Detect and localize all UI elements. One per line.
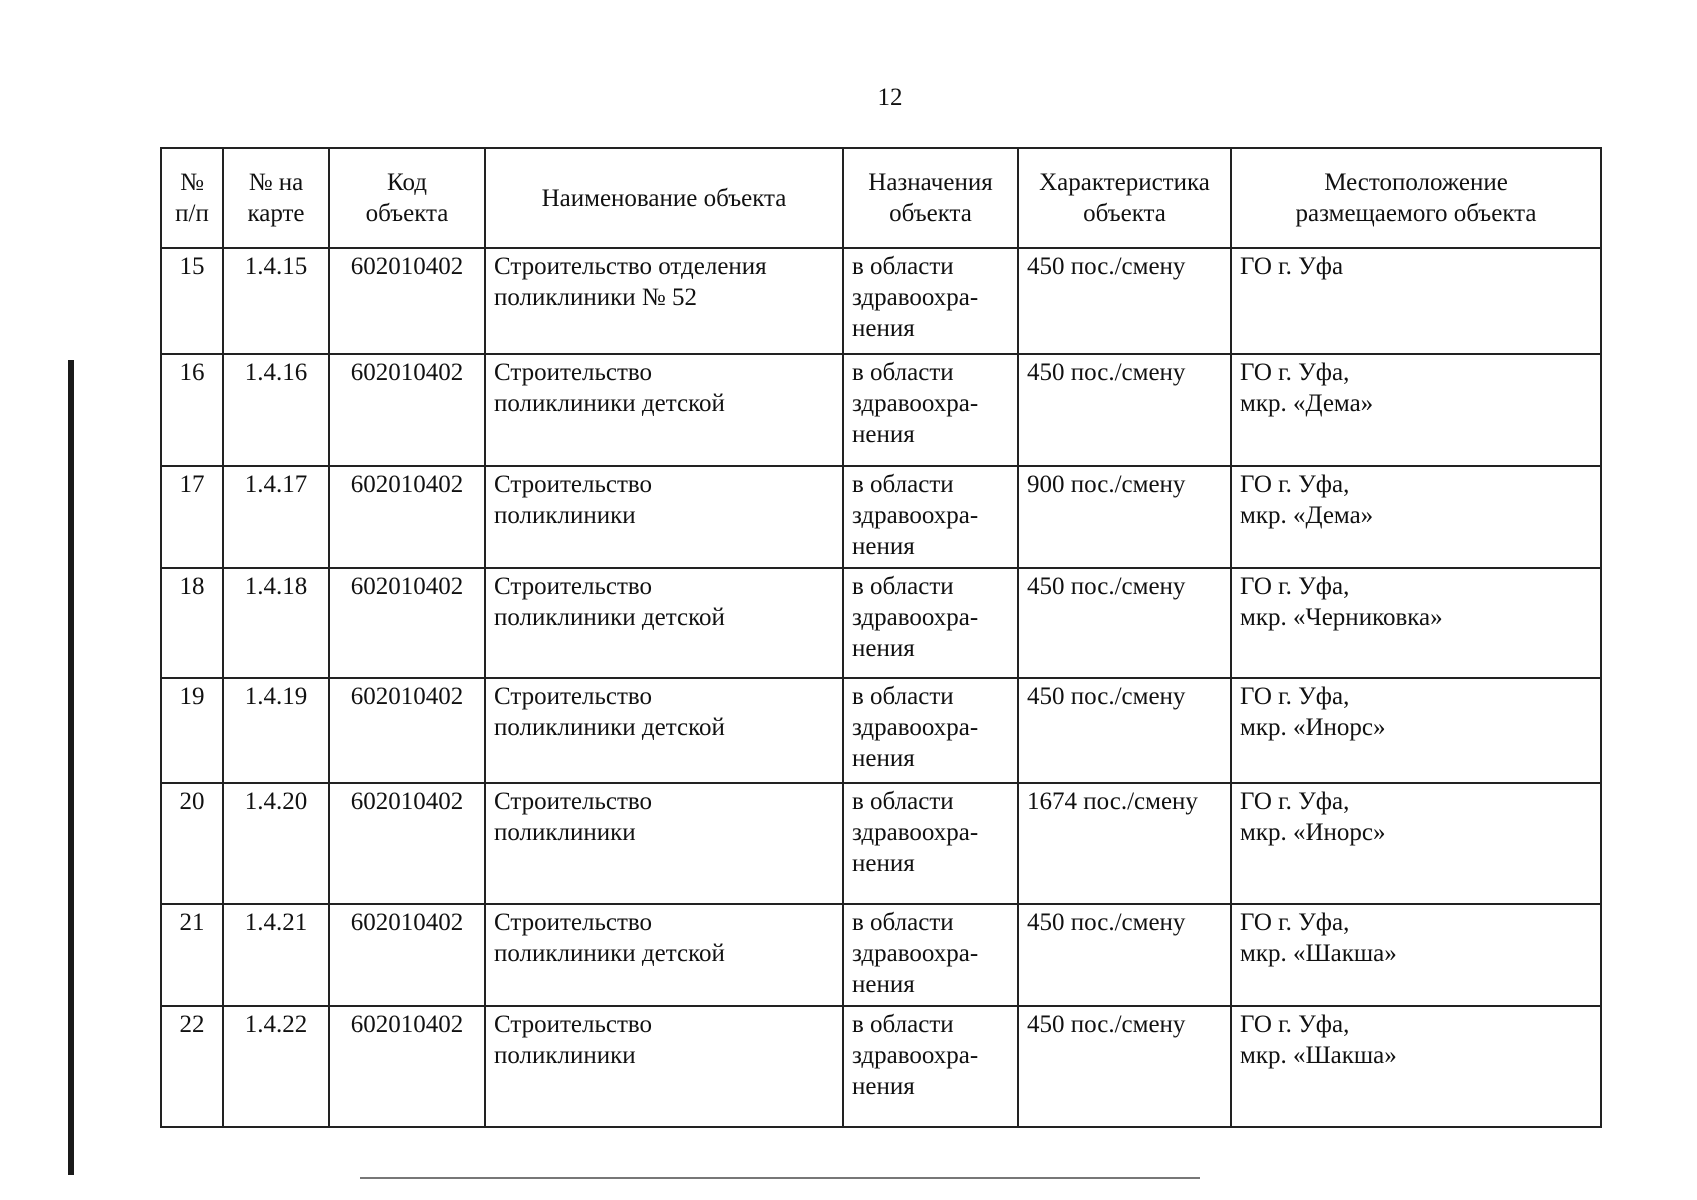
cell-map: 1.4.19 [223, 678, 329, 783]
table-row [161, 248, 1601, 354]
header-map-line: № на [248, 169, 304, 196]
cell-name-line: поликлиники № 52 [494, 284, 698, 311]
cell-name-line: поликлиники [494, 1042, 636, 1069]
cell-purpose [843, 1006, 1018, 1127]
cell-purpose-line: здравоохра- [852, 714, 979, 741]
cell-characteristic: 900 пос./смену [1018, 466, 1231, 568]
cell-location [1231, 354, 1601, 466]
cell-name [485, 568, 843, 678]
cell-purpose-line: нения [852, 533, 915, 560]
cell-purpose-line: здравоохра- [852, 604, 979, 631]
cell-purpose-line: нения [852, 635, 915, 662]
table-row [161, 783, 1601, 904]
cell-code: 602010402 [329, 248, 485, 354]
cell-num: 19 [161, 678, 223, 783]
table-row [161, 568, 1601, 678]
cell-location [1231, 1006, 1601, 1127]
scan-margin-shadow [68, 360, 74, 1175]
cell-purpose-line: нения [852, 315, 915, 342]
cell-purpose [843, 466, 1018, 568]
header-num-line: п/п [175, 200, 209, 227]
cell-purpose-line: нения [852, 745, 915, 772]
header-purpose-line: объекта [889, 200, 972, 227]
cell-location-line: ГО г. Уфа, [1240, 359, 1350, 386]
cell-name-line: поликлиники детской [494, 714, 725, 741]
cell-name [485, 248, 843, 354]
cell-purpose-line: в области [852, 573, 954, 600]
cell-purpose-line: нения [852, 1073, 915, 1100]
table-row [161, 1006, 1601, 1127]
header-map-line: карте [247, 200, 305, 227]
cell-purpose-line: здравоохра- [852, 819, 979, 846]
cell-name [485, 678, 843, 783]
cell-purpose [843, 354, 1018, 466]
cell-code: 602010402 [329, 1006, 485, 1127]
cell-name [485, 1006, 843, 1127]
cell-name-line: Строительство [494, 573, 653, 600]
cell-location [1231, 248, 1601, 354]
cell-location-line: ГО г. Уфа, [1240, 788, 1350, 815]
cell-location-line: ГО г. Уфа, [1240, 573, 1350, 600]
objects-table [160, 147, 1602, 1128]
cell-name-line: поликлиники детской [494, 940, 725, 967]
header-location-line: размещаемого объекта [1295, 200, 1537, 227]
cell-map: 1.4.16 [223, 354, 329, 466]
cell-name [485, 904, 843, 1006]
cell-code: 602010402 [329, 354, 485, 466]
cell-purpose [843, 678, 1018, 783]
header-purpose-line: Назначения [868, 169, 993, 196]
table-body [161, 248, 1601, 1127]
cell-purpose-line: в области [852, 359, 954, 386]
cell-location [1231, 466, 1601, 568]
table-row [161, 466, 1601, 568]
header-characteristic-line: объекта [1083, 200, 1166, 227]
cell-location-line: ГО г. Уфа, [1240, 683, 1350, 710]
cell-characteristic: 1674 пос./смену [1018, 783, 1231, 904]
cell-characteristic: 450 пос./смену [1018, 354, 1231, 466]
table-row [161, 354, 1601, 466]
header-num-line: № [180, 169, 204, 196]
header-location-line: Местоположение [1324, 169, 1508, 196]
cell-location-line: мкр. «Шакша» [1240, 1042, 1397, 1069]
cell-location-line: ГО г. Уфа [1240, 253, 1344, 280]
header-characteristic [1018, 148, 1231, 248]
cell-name-line: Строительство [494, 359, 653, 386]
header-code [329, 148, 485, 248]
cell-name-line: Строительство [494, 471, 653, 498]
cell-purpose [843, 783, 1018, 904]
cell-purpose [843, 248, 1018, 354]
cell-purpose-line: здравоохра- [852, 1042, 979, 1069]
cell-location-line: мкр. «Черниковка» [1240, 604, 1443, 631]
cell-characteristic: 450 пос./смену [1018, 248, 1231, 354]
cell-name-line: Строительство [494, 683, 653, 710]
cell-purpose-line: в области [852, 253, 954, 280]
cell-purpose-line: здравоохра- [852, 502, 979, 529]
cell-characteristic: 450 пос./смену [1018, 678, 1231, 783]
cell-purpose-line: здравоохра- [852, 284, 979, 311]
cell-num: 21 [161, 904, 223, 1006]
header-name [485, 148, 843, 248]
cell-map: 1.4.17 [223, 466, 329, 568]
cell-location [1231, 904, 1601, 1006]
cell-location-line: ГО г. Уфа, [1240, 909, 1350, 936]
cell-location-line: мкр. «Инорс» [1240, 819, 1386, 846]
header-map [223, 148, 329, 248]
cell-purpose-line: в области [852, 471, 954, 498]
page-number: 12 [877, 84, 903, 111]
cell-num: 20 [161, 783, 223, 904]
cell-purpose-line: нения [852, 850, 915, 877]
cell-code: 602010402 [329, 678, 485, 783]
cell-name-line: поликлиники детской [494, 604, 725, 631]
cell-map: 1.4.18 [223, 568, 329, 678]
header-code-line: объекта [365, 200, 449, 227]
header-characteristic-line: Характеристика [1039, 169, 1210, 196]
cell-name-line: Строительство [494, 788, 653, 815]
cell-code: 602010402 [329, 904, 485, 1006]
cell-code: 602010402 [329, 783, 485, 904]
cell-purpose-line: нения [852, 421, 915, 448]
header-name-line: Наименование объекта [541, 184, 787, 212]
cell-name-line: поликлиники [494, 502, 636, 529]
cell-map: 1.4.20 [223, 783, 329, 904]
table-header [161, 148, 1601, 248]
cell-purpose-line: в области [852, 683, 954, 710]
cell-purpose-line: в области [852, 1011, 954, 1038]
cell-characteristic: 450 пос./смену [1018, 1006, 1231, 1127]
cell-characteristic: 450 пос./смену [1018, 568, 1231, 678]
cell-purpose-line: нения [852, 971, 915, 998]
cell-name [485, 783, 843, 904]
cell-location-line: мкр. «Дема» [1240, 502, 1374, 529]
table-row [161, 678, 1601, 783]
header-code-line: Код [387, 169, 427, 196]
cell-location-line: мкр. «Шакша» [1240, 940, 1397, 967]
cell-name [485, 354, 843, 466]
cell-purpose-line: в области [852, 909, 954, 936]
cell-name-line: поликлиники детской [494, 390, 725, 417]
cell-num: 22 [161, 1006, 223, 1127]
cell-code: 602010402 [329, 466, 485, 568]
cell-name-line: поликлиники [494, 819, 636, 846]
cell-code: 602010402 [329, 568, 485, 678]
cell-name-line: Строительство [494, 909, 653, 936]
cell-location [1231, 783, 1601, 904]
header-location [1231, 148, 1601, 248]
header-num [161, 148, 223, 248]
cell-location-line: мкр. «Инорс» [1240, 714, 1386, 741]
cell-characteristic: 450 пос./смену [1018, 904, 1231, 1006]
cell-num: 18 [161, 568, 223, 678]
header-row [161, 148, 1601, 248]
cell-name [485, 466, 843, 568]
scan-bottom-line [360, 1177, 1200, 1179]
header-purpose [843, 148, 1018, 248]
cell-location-line: ГО г. Уфа, [1240, 471, 1350, 498]
cell-purpose-line: здравоохра- [852, 940, 979, 967]
cell-map: 1.4.15 [223, 248, 329, 354]
cell-num: 15 [161, 248, 223, 354]
cell-location-line: ГО г. Уфа, [1240, 1011, 1350, 1038]
cell-purpose-line: в области [852, 788, 954, 815]
cell-location [1231, 568, 1601, 678]
cell-name-line: Строительство отделения [494, 253, 767, 280]
cell-num: 16 [161, 354, 223, 466]
cell-location-line: мкр. «Дема» [1240, 390, 1374, 417]
cell-map: 1.4.22 [223, 1006, 329, 1127]
cell-purpose [843, 568, 1018, 678]
cell-purpose-line: здравоохра- [852, 390, 979, 417]
cell-purpose [843, 904, 1018, 1006]
cell-map: 1.4.21 [223, 904, 329, 1006]
cell-name-line: Строительство [494, 1011, 653, 1038]
table-row [161, 904, 1601, 1006]
cell-location [1231, 678, 1601, 783]
cell-num: 17 [161, 466, 223, 568]
